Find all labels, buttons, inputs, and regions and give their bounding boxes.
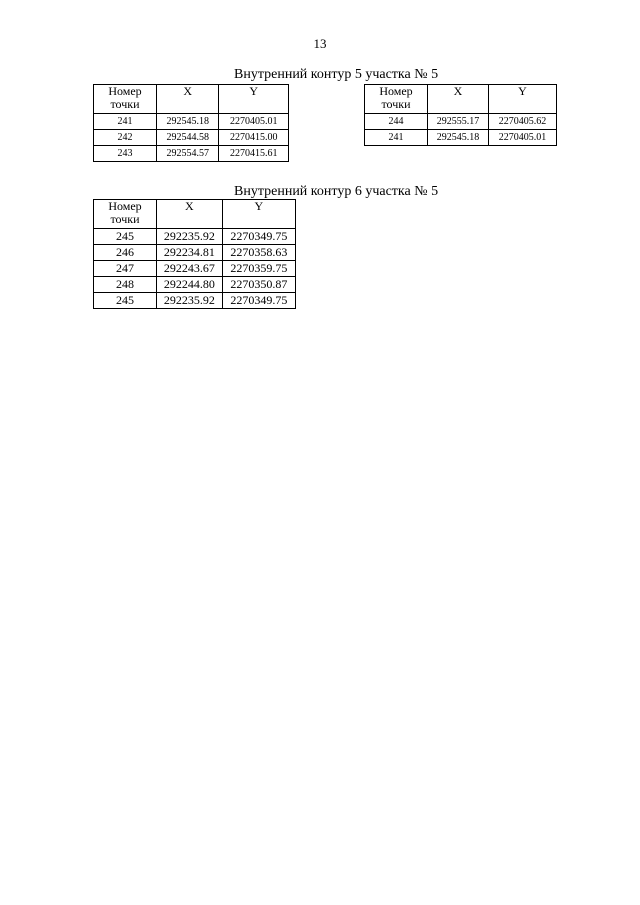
y-value: 2270350.87 [222, 277, 295, 293]
y-value: 2270415.61 [219, 146, 289, 162]
header-label: точки [110, 212, 140, 227]
point-number: 248 [94, 277, 157, 293]
y-value: 2270359.75 [222, 261, 295, 277]
x-value: 292545.18 [428, 130, 489, 146]
coordinates-table-contour-5-right [364, 84, 557, 146]
table-row [94, 261, 296, 277]
point-number: 242 [94, 130, 157, 146]
y-value: 2270358.63 [222, 245, 295, 261]
point-number: 246 [94, 245, 157, 261]
header-point-number [94, 85, 157, 114]
x-value: 292243.67 [157, 261, 223, 277]
y-value: 2270405.01 [219, 114, 289, 130]
table-header-row [94, 200, 296, 229]
table-row [94, 293, 296, 309]
y-value: 2270405.62 [488, 114, 556, 130]
table-row [94, 114, 289, 130]
table-header-row [94, 85, 289, 114]
point-number: 241 [365, 130, 428, 146]
y-value: 2270349.75 [222, 229, 295, 245]
table-row [94, 130, 289, 146]
x-value: 292244.80 [157, 277, 223, 293]
header-y: Y [488, 85, 556, 114]
x-value: 292555.17 [428, 114, 489, 130]
x-value: 292544.58 [157, 130, 219, 146]
point-number: 241 [94, 114, 157, 130]
table-header-row [365, 85, 557, 114]
section-5-heading: Внутренний контур 5 участка № 5 [234, 67, 439, 82]
coordinates-table-contour-6 [93, 199, 296, 309]
table-row [365, 114, 557, 130]
x-value: 292554.57 [157, 146, 219, 162]
header-x: X [428, 85, 489, 114]
table-row [365, 130, 557, 146]
point-number: 245 [94, 229, 157, 245]
table-row [94, 229, 296, 245]
section-6-heading: Внутренний контур 6 участка № 5 [234, 184, 439, 199]
y-value: 2270405.01 [488, 130, 556, 146]
header-label: Номер [108, 199, 142, 213]
point-number: 245 [94, 293, 157, 309]
point-number: 243 [94, 146, 157, 162]
page-number: 13 [313, 36, 327, 51]
x-value: 292235.92 [157, 229, 223, 245]
x-value: 292545.18 [157, 114, 219, 130]
x-value: 292235.92 [157, 293, 223, 309]
header-x: X [157, 200, 223, 229]
table-row [94, 146, 289, 162]
header-point-number [94, 200, 157, 229]
header-y: Y [222, 200, 295, 229]
header-label: Номер [379, 84, 413, 98]
header-label: Номер [108, 84, 142, 98]
y-value: 2270415.00 [219, 130, 289, 146]
table-row [94, 277, 296, 293]
y-value: 2270349.75 [222, 293, 295, 309]
point-number: 244 [365, 114, 428, 130]
header-point-number [365, 85, 428, 114]
header-y: Y [219, 85, 289, 114]
point-number: 247 [94, 261, 157, 277]
coordinates-table-contour-5-left [93, 84, 289, 162]
header-label: точки [110, 97, 140, 112]
header-label: точки [381, 97, 411, 112]
header-x: X [157, 85, 219, 114]
table-row [94, 245, 296, 261]
x-value: 292234.81 [157, 245, 223, 261]
